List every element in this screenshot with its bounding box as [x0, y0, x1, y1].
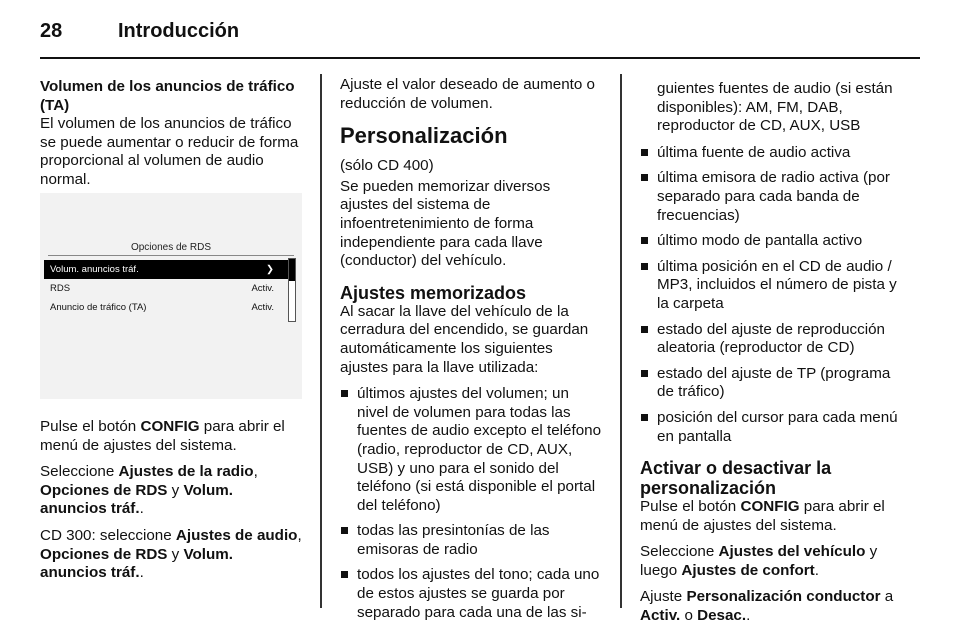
subsection-heading: Activar o desactivar la personalización: [640, 458, 832, 499]
paragraph: Seleccione Ajustes de la radio, Opciones de RDS y Volum. anuncios tráf..: [40, 463, 258, 518]
paragraph: Ajuste Personalización conductor a Activ. o Desac..: [640, 588, 894, 625]
menu-row-value: Activ.: [251, 283, 274, 294]
page-title: Introducción: [118, 20, 240, 42]
column-1-lower: [40, 418, 302, 591]
section-title: Personalización: [340, 123, 508, 149]
settings-list-cont: [640, 144, 904, 446]
paragraph: guientes fuentes de audio (si están disponibles): AM, FM, DAB, reproductor de CD, AUX, USB: [657, 80, 893, 135]
paragraph: (sólo CD 400): [340, 157, 434, 175]
list-item: estado del ajuste de TP (programa de tráfico): [640, 365, 904, 402]
column-divider-2: [620, 74, 622, 608]
paragraph: Ajuste el valor deseado de aumento o reducción de volumen.: [340, 76, 595, 112]
menu-row-selected: [44, 260, 288, 279]
paragraph: Pulse el botón CONFIG para abrir el menú de ajustes del sistema.: [640, 498, 885, 534]
page-header: [40, 20, 239, 43]
scrollbar-thumb: [289, 259, 295, 281]
list-item: última fuente de audio activa: [640, 144, 904, 163]
page-number: 28: [40, 20, 63, 42]
list-item: última posición en el CD de audio / MP3, incluidos el número de pista y la carpeta: [640, 258, 904, 314]
settings-list: [340, 385, 602, 622]
rds-options-screen: [40, 193, 302, 399]
paragraph: Al sacar la llave del vehículo de la cerradura del encendido, se guardan automáticamente los siguientes ajustes para la llave utilizada:: [340, 302, 589, 376]
menu-row-label: RDS: [50, 283, 71, 294]
menu-row-label: Volum. anuncios tráf.: [50, 264, 139, 275]
list-item: última emisora de radio activa (por separado para cada banda de frecuencias): [640, 169, 904, 225]
menu-row: [44, 298, 288, 317]
menu-row: [44, 279, 288, 298]
section-heading-ta: Volumen de los anuncios de tráfico (TA): [40, 78, 295, 114]
paragraph: El volumen de los anuncios de tráfico se puede aumentar o reducir de forma proporcional al volumen de audio normal.: [40, 115, 299, 188]
paragraph: CD 300: seleccione Ajustes de audio, Opciones de RDS y Volum. anuncios tráf..: [40, 526, 302, 582]
menu-title: Opciones de RDS: [48, 240, 294, 256]
chevron-right-icon: ❯: [266, 264, 274, 275]
list-item: todas las presintonías de las emisoras de radio: [340, 522, 602, 559]
menu-row-value: Activ.: [251, 302, 274, 313]
paragraph: Se pueden memorizar diversos ajustes del sistema de infoentretenimiento de forma independiente para cada llave (conductor) del vehículo.: [340, 177, 551, 270]
paragraph: Pulse el botón CONFIG para abrir el menú de ajustes del sistema.: [40, 418, 285, 454]
list-item: estado del ajuste de reproducción aleatoria (reproductor de CD): [640, 321, 904, 358]
header-rule: [40, 57, 920, 59]
scrollbar: [288, 258, 296, 322]
list-item: últimos ajustes del volumen; un nivel de volumen para todas las fuentes de audio excepto el teléfono (radio, reproductor de CD, AUX, USB) y uno para el sonido del teléfono (si está disponible el portal del teléfono): [340, 385, 602, 515]
subsection-heading: Ajustes memorizados: [340, 282, 527, 303]
column-divider-1: [320, 74, 322, 608]
list-item: posición del cursor para cada menú en pantalla: [640, 409, 904, 446]
rds-menu: [44, 240, 298, 326]
column-1: [40, 78, 302, 198]
list-item: último modo de pantalla activo: [640, 232, 904, 251]
menu-row-label: Anuncio de tráfico (TA): [50, 302, 147, 313]
column-2: [340, 76, 602, 629]
paragraph: Seleccione Ajustes del vehículo y luego Ajustes de confort.: [640, 543, 878, 579]
column-3: [640, 80, 904, 634]
list-item: todos los ajustes del tono; cada uno de estos ajustes se guarda por separado para cada una de las si-: [340, 566, 602, 622]
